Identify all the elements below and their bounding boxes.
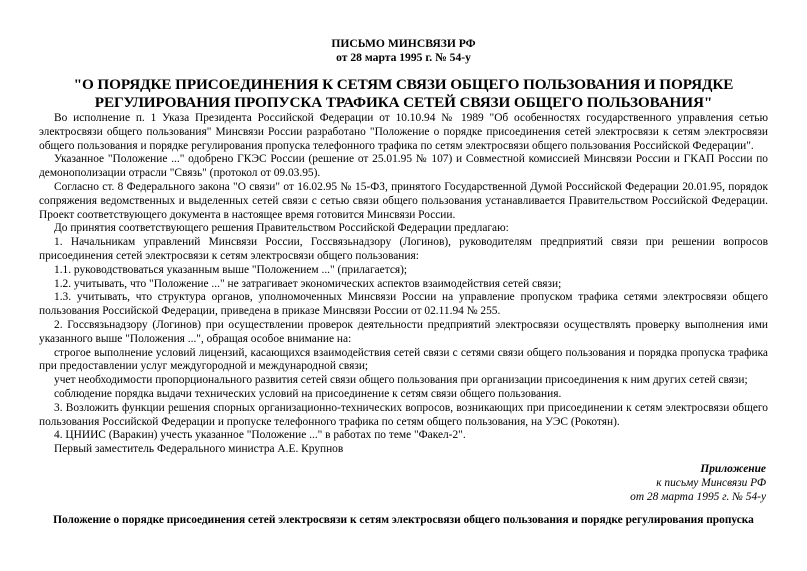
paragraph: 1.2. учитывать, что "Положение ..." не затрагивает экономических аспектов взаимодействия сетей связи; [54, 277, 562, 290]
appendix-reference [630, 463, 766, 504]
appendix-line: от 28 марта 1995 г. № 54-у [630, 490, 766, 503]
appendix-title: Положение о порядке присоединения сетей электросвязи к сетям электросвязи общего пользования и порядке регулирования пропуска [53, 514, 754, 526]
paragraph: 1. Начальникам управлений Минсвязи России, Госсвязьнадзору (Логинов), руководителям предприятий связи при решении вопросов присоединения сетей электросвязи к сетям электросвязи общего пользования: [39, 236, 768, 262]
signature-line: Первый заместитель Федерального министра А.Е. Крупнов [54, 443, 344, 456]
paragraph: 4. ЦНИИС (Варакин) учесть указанное "Положение ..." в работах по теме "Факел-2". [54, 429, 466, 442]
paragraph: 3. Возложить функции решения спорных организационно-технических вопросов, возникающих при присоединении к сетям электросвязи общего пользования Российской Федерации и пропуске телефонного трафика по сетям общего пользования, на УЭС (Рокотян). [39, 401, 768, 428]
paragraph: 2. Госсвязьнадзору (Логинов) при осуществлении проверок деятельности предприятий электросвязи осуществлять проверку выполнения ими указанного выше "Положения ...", обращая особое внимание на: [39, 318, 768, 345]
paragraph: Согласно ст. 8 Федерального закона "О связи" от 16.02.95 № 15-ФЗ, принятого Государственной Думой Российской Федерации 20.01.95, порядок сопряжения ведомственных и выделенных сетей связи с сетью связи общего пользования устанавливается Правительством Российской Федерации. Проект соответствующего документа в настоящее время готовится Минсвязи России. [39, 180, 768, 221]
paragraph: учет необходимости пропорционального развития сетей связи общего пользования при организации присоединения к ним других сетей связи; [54, 374, 748, 387]
paragraph: 1.1. руководствоваться указанным выше "Положением ..." (прилагается); [54, 263, 408, 276]
document-title: "О ПОРЯДКЕ ПРИСОЕДИНЕНИЯ К СЕТЯМ СВЯЗИ ОБЩЕГО ПОЛЬЗОВАНИЯ И ПОРЯДКЕ РЕГУЛИРОВАНИЯ ПРОПУСКА ТРАФИКА СЕТЕЙ СВЯЗИ ОБЩЕГО ПОЛЬЗОВАНИЯ" [73, 76, 734, 111]
paragraph: соблюдение порядка выдачи технических условий на присоединение к сетям связи общего пользования. [54, 387, 562, 400]
appendix-line: к письму Минсвязи РФ [656, 476, 766, 489]
paragraph: До принятия соответствующего решения Правительством Российской Федерации предлагаю: [54, 222, 509, 235]
paragraph: Во исполнение п. 1 Указа Президента Российской Федерации от 10.10.94 № 1989 "Об особенностях государственного управления сетью электросвязи общего пользования" Минсвязи России разработано "Положение о порядке присоединения сетей электросвязи к сетям электросвязи общего пользования и порядке регулирования пропуска телефонного трафика по сетям электросвязи общего пользования Российской Федерации". [39, 112, 768, 152]
letter-header: ПИСЬМО МИНСВЯЗИ РФ [331, 37, 476, 50]
paragraph: строгое выполнение условий лицензий, касающихся взаимодействия сетей связи с сетями связи общего пользования и порядка пропуска трафика при предоставлении услуг междугородной и международной связи; [39, 346, 768, 373]
letter-date: от 28 марта 1995 г. № 54-у [336, 51, 471, 64]
appendix-label: Приложение [700, 463, 766, 475]
paragraph: Указанное "Положение ..." одобрено ГКЭС России (решение от 25.01.95 № 107) и Совместной комиссией Минсвязи России и ГКАП России по демонополизации отрасли "Связь" (протокол от 09.03.95). [39, 153, 768, 180]
paragraph: 1.3. учитывать, что структура органов, уполномоченных Минсвязи России на управление пропуском трафика сетями электросвязи общего пользования Российской Федерации, приведена в приказе Минсвязи России от 02.11.94 № 255. [39, 291, 768, 318]
document-body [39, 112, 768, 457]
